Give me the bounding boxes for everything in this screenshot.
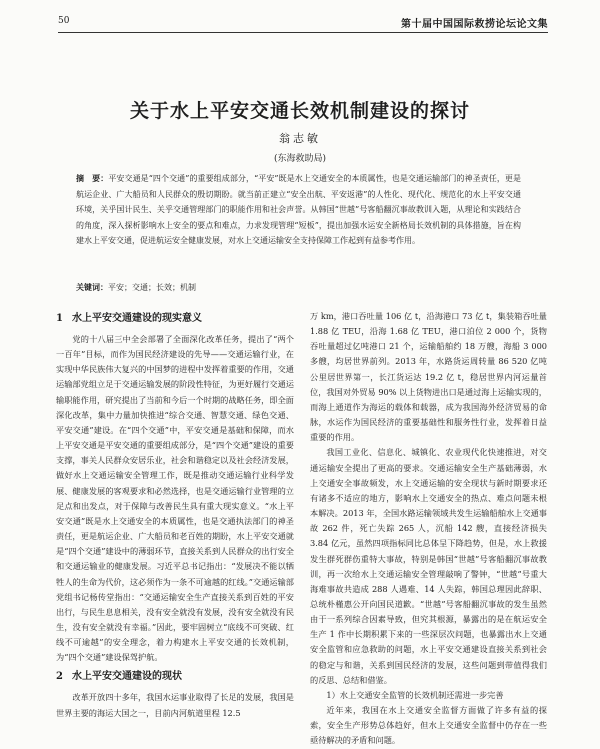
keywords xyxy=(76,282,521,293)
subsection-heading: 1）水上交通安全监管的长效机制还需进一步完善 xyxy=(326,689,504,700)
section-heading xyxy=(56,311,294,327)
keywords-label: 关键词： xyxy=(76,282,108,292)
section-title: 水上平安交通建设的现实意义 xyxy=(72,313,202,324)
section-number: 2 xyxy=(56,671,63,683)
paragraph: 近年来，我国在水上交通安全监督方面做了许多有益的探索，安全生产形势总体趋好，但水上交通安全监督中仍存在一些亟待解决的矛盾和问题。 xyxy=(310,705,547,746)
paragraph: 我国工业化、信息化、城镇化、农业现代化快速推进，对交通运输安全提出了更高的要求。交通运输安全生产基础薄弱，水上交通安全事故频发，水上交通运输的安全现状与新时期要求还有诸多不适应的地方，影响水上交通安全的热点、难点问题未根本解决。2013 年，全国水路运输领域共发生运输船舶水上交通事故 262 件，死亡失踪 265 人，沉船 142 艘，直接经济损失 3.84 亿元，虽然四项指标同比总体呈下降趋势，但是，水上救援发生群死群伤重特大事故，特别是韩国“世越”号客船翻沉事故教训，再一次给水上交通运输安全管理敲响了警钟，“世越”号重大海难事故共造成 288 人遇难、14 人失踪，韩国总理因此辞职、总统朴槿惠公开向国民道歉。“世越”号客船翻沉事故的发生虽然由于一系列综合因素导致，但究其根源，暴露出的是在航运安全生产 1 作中长期积累下来的一些深层次问题，也暴露出水上交通安全监管和应急救助的问题，水上平安交通建设直接关系到社会的稳定与和谐，关系到国民经济的发展，这些问题到带值得我们的反思、总结和借鉴。 xyxy=(310,447,547,685)
paper-title: 关于水上平安交通长效机制建设的探讨 xyxy=(129,100,470,122)
paragraph-continued: 万 km，港口吞吐量 106 亿 t，沿海港口 73 亿 t，集装箱吞吐量 1.88 亿 TEU，沿海 1.68 亿 TEU，港口泊位 2 000 个，货物吞吐量超过亿吨港口 21 个，运输船舶约 18 万艘，海船 3 000 多艘，均居世界前列。2013 年，水路货运周转量 86 520 亿吨公里居世界第一，长江货运达 19.2 亿 t，稳居世界内河运量首位，我国对外贸易 90% 以上货物进出口是通过海上运输实现的，而海上通道作为海运的载体和载器，成为我国海外经济贸易的命脉，水运作为国民经济的重要基础性和服务性行业，发挥着日益重要的作用。 xyxy=(310,311,547,443)
right-column xyxy=(310,309,547,749)
section-number: 1 xyxy=(56,313,63,324)
author: 翁志敏 xyxy=(279,132,321,145)
running-header xyxy=(58,14,548,34)
abstract xyxy=(76,171,521,249)
header-rule xyxy=(58,32,548,33)
page-number: 50 xyxy=(58,16,70,26)
affiliation: (东海救助局) xyxy=(273,154,327,164)
paragraph: 党的十八届三中全会部署了全面深化改革任务，提出了“两个一百年”目标，而作为国民经济建设的先导——交通运输行业，在实现中华民族伟大复兴的中国梦的进程中发挥着重要的作用，交通运输部党组立足于交通运输发展的阶段性特征，为更好履行交通运输职能作用，研究提出了当前和今后一个时期的战略任务，即全面深化改革，集中力量加快推进“综合交通、智慧交通、绿色交通、平安交通”建设。在“四个交通”中，平安交通是基础和保障，而水上平安交通是平安交通的重要组成部分，是“四个交通”建设的重要支撑，事关人民群众安居乐业，社会和谐稳定以及社会经济发展，做好水上交通运输安全管理工作，既是推动交通运输行业科学发展、健康发展的客观要求和必然选择，也是交通运输行业管理的立足点和出发点，对于保障与改善民生具有重大现实意义。“水上平安交通”既是水上交通安全的本质属性，也是交通执法部门的神圣责任，更是航运企业、广大船员和老百姓的期盼，水上平安交通就是“四个交通”建设中的薄弱环节，直接关系到人民群众的出行安全和交通运输业的健康发展。习近平总书记指出：“发展决不能以牺牲人的生命为代价，这必须作为一条不可逾越的红线。”交通运输部党组书记杨传堂指出：“交通运输安全生产直接关系到百姓的平安出行，与民生息息相关，没有安全就没有发展，没有安全就没有民生，没有安全就没有幸福。”因此，要牢固树立“底线不可突破、红线不可逾越”的安全理念，着力构建水上平安交通的长效机制，为“四个交通”建设保驾护航。 xyxy=(56,334,294,663)
left-column xyxy=(56,309,294,721)
journal-title: 第十届中国国际救捞论坛论文集 xyxy=(401,19,548,30)
section-title: 水上平安交通建设的现状 xyxy=(72,671,182,683)
section-heading xyxy=(56,669,294,685)
keywords-text: 平安；交通；长效；机制 xyxy=(108,283,196,292)
abstract-label: 摘 要： xyxy=(76,173,109,183)
abstract-text: 平安交通是“四个交通”的重要组成部分，“平安”既是水上交通安全的本质属性，也是交通运输部门的神圣责任，更是航运企业、广大船员和人民群众的殷切期盼。就当前正建立“安全出航、平安返港”的人性化、现代化、规范化的水上平安交通环境，关乎国计民生、关乎交通管理部门的职能作用和社会声誉。从韩国“世越”号客船翻沉事故教训入题，从理论和实践结合的角度，深入探析影响水上安全的要点和难点，力求发现管理“短板”，提出加强水运安全新格局长效机制的具体措施，旨在构建水上平安交通，促进航运安全健康发展，对水上交通运输安全支持保障工作起到有益参考作用。 xyxy=(76,174,522,246)
paragraph: 改革开放四十多年，我国水运事业取得了长足的发展，我国是世界主要的海运大国之一，目前内河航道里程 12.5 xyxy=(56,692,294,718)
